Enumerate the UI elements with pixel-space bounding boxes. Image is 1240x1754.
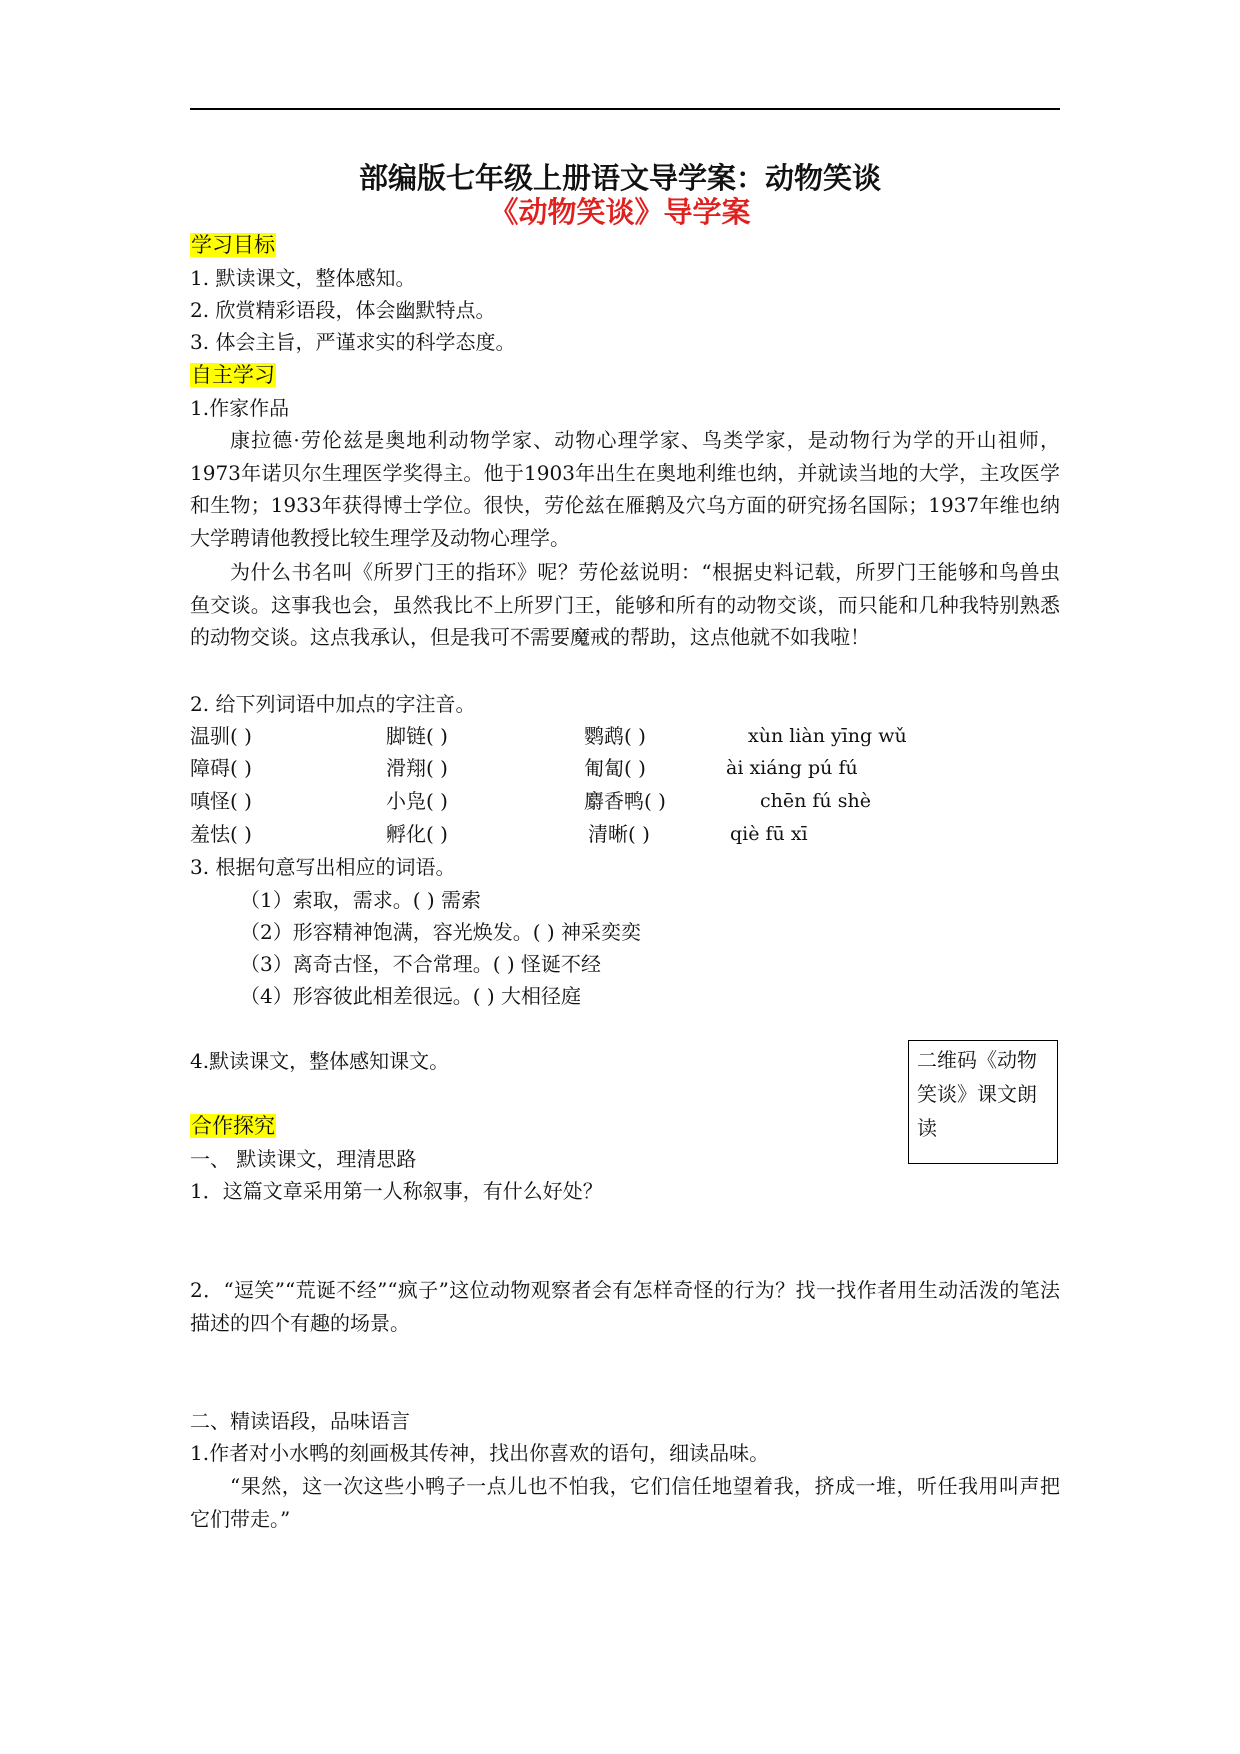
cooperate-heading <box>190 1110 276 1144</box>
part1-heading: 一、 默读课文，理清思路 <box>190 1147 417 1171</box>
self-study-heading-text: 自主学习 <box>191 363 275 387</box>
qr-note-text: 二维码《动物笑谈》课文朗读 <box>917 1048 1037 1140</box>
question-1: 1．这篇文章采用第一人称叙事，有什么好处？ <box>190 1179 603 1203</box>
pinyin-word: 清晰( ) <box>588 822 650 846</box>
question-2: 2．“逗笑”“荒诞不经”“疯子”这位动物观察者会有怎样奇怪的行为？找一找作者用生动活泼的笔法描述的四个有趣的场景。 <box>190 1278 1060 1335</box>
qr-note-box <box>908 1040 1058 1164</box>
pinyin-word: 匍匐( ) <box>584 756 646 780</box>
goal-item: 3. 体会主旨，严谨求实的科学态度。 <box>190 330 516 354</box>
goal-item: 1. 默读课文，整体感知。 <box>190 266 416 290</box>
cooperate-heading-text: 合作探究 <box>191 1114 275 1138</box>
pinyin-word: 羞怯( ) <box>190 822 252 846</box>
word-item: （1）索取，需求。( ) 需索 <box>240 888 482 912</box>
author-paragraph: 康拉德·劳伦兹是奥地利动物学家、动物心理学家、鸟类学家，是动物行为学的开山祖师，1973年诺贝尔生理医学奖得主。他于1903年出生在奥地利维也纳，并就读当地的大学，主攻医学和生物；1933年获得博士学位。很快，劳伦兹在雁鹅及穴乌方面的研究扬名国际；1937年维也纳大学聘请他教授比较生理学及动物心理学。 <box>190 428 1060 550</box>
read-heading: 4.默读课文，整体感知课文。 <box>190 1049 450 1073</box>
pinyin-word: 嗔怪( ) <box>190 789 252 813</box>
pinyin-answer: chēn fú shè <box>760 790 871 812</box>
pinyin-answer: xùn liàn yīng wǔ <box>748 725 907 747</box>
page-subtitle: 《动物笑谈》导学案 <box>489 195 751 229</box>
pinyin-word: 麝香鸭( ) <box>584 789 666 813</box>
pinyin-word: 障碍( ) <box>190 756 252 780</box>
self-study-heading <box>190 359 276 393</box>
page-title: 部编版七年级上册语文导学案：动物笑谈 <box>358 161 881 195</box>
word-item: （2）形容精神饱满，容光焕发。( ) 神采奕奕 <box>240 920 642 944</box>
pinyin-word: 温驯( ) <box>190 724 252 748</box>
pinyin-word: 小凫( ) <box>386 789 448 813</box>
words-heading: 3. 根据句意写出相应的词语。 <box>190 855 456 879</box>
pinyin-word: 脚链( ) <box>386 724 448 748</box>
pinyin-answer: ài xiáng pú fú <box>726 757 858 779</box>
pinyin-word: 孵化( ) <box>386 822 448 846</box>
pinyin-heading: 2. 给下列词语中加点的字注音。 <box>190 692 476 716</box>
goals-heading <box>190 229 276 263</box>
goals-heading-text: 学习目标 <box>191 233 275 257</box>
quote-paragraph: “果然，这一次这些小鸭子一点儿也不怕我，它们信任地望着我，挤成一堆，听任我用叫声把它们带走。” <box>190 1474 1060 1531</box>
question-3: 1.作者对小水鸭的刻画极其传神，找出你喜欢的语句，细读品味。 <box>190 1441 770 1465</box>
author-heading: 1.作家作品 <box>190 396 290 420</box>
part2-heading: 二、精读语段，品味语言 <box>190 1409 410 1433</box>
pinyin-word: 鹦鹉( ) <box>584 724 646 748</box>
goal-item: 2. 欣赏精彩语段，体会幽默特点。 <box>190 298 496 322</box>
word-item: （3）离奇古怪，不合常理。( ) 怪诞不经 <box>240 952 602 976</box>
pinyin-word: 滑翔( ) <box>386 756 448 780</box>
book-title-paragraph: 为什么书名叫《所罗门王的指环》呢？劳伦兹说明：“根据史料记载，所罗门王能够和鸟兽虫鱼交谈。这事我也会，虽然我比不上所罗门王，能够和所有的动物交谈，而只能和几种我特别熟悉的动物交谈。这点我承认，但是我可不需要魔戒的帮助，这点他就不如我啦！ <box>190 560 1060 649</box>
word-item: （4）形容彼此相差很远。( ) 大相径庭 <box>240 984 582 1008</box>
pinyin-answer: qiè fū xī <box>730 823 808 845</box>
header-rule <box>190 108 1060 110</box>
